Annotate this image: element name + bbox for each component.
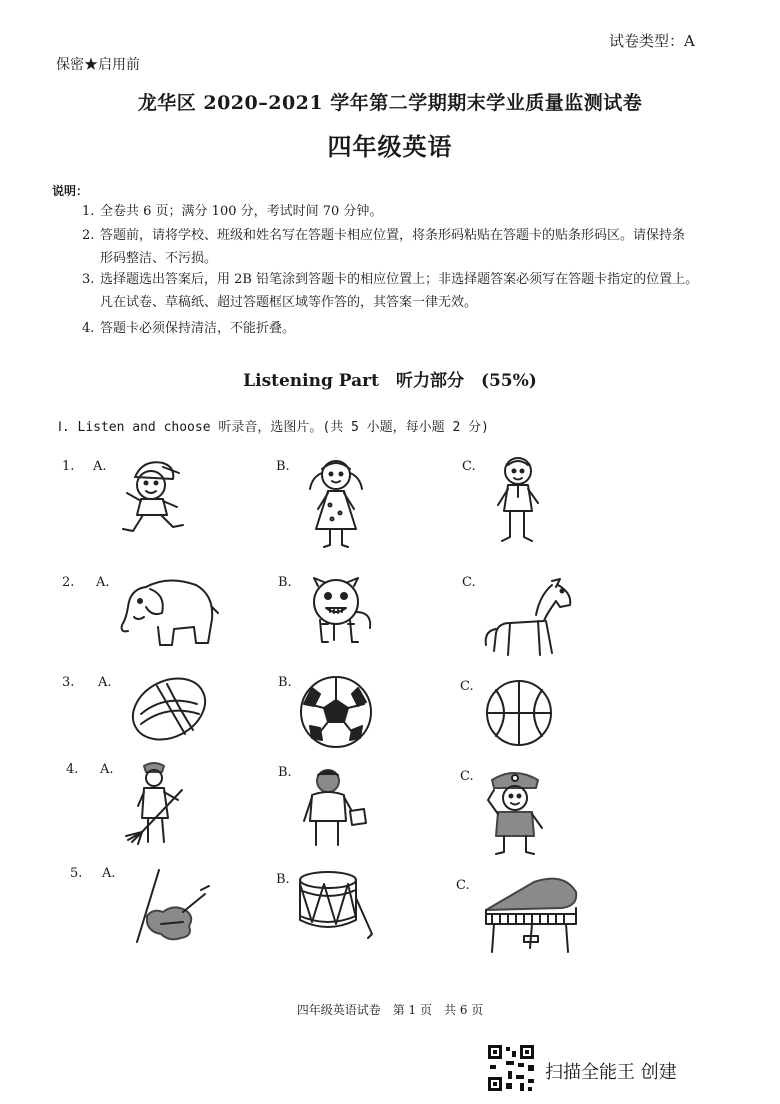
instruction-number: 4.: [82, 321, 95, 336]
option-label: B.: [276, 459, 290, 474]
option-label: C.: [462, 459, 476, 474]
option-label: A.: [100, 762, 114, 777]
instruction-text: 答题前，请将学校、班级和姓名写在答题卡相应位置，将条形码粘贴在答题卡的贴条形码区。请保持条: [100, 228, 686, 243]
option-label: A.: [102, 866, 116, 881]
item-number: 3.: [62, 675, 75, 690]
instruction-item: [82, 317, 722, 340]
instruction-number: 3.: [82, 272, 95, 287]
option-label: A.: [93, 459, 107, 474]
option-label: A.: [96, 575, 110, 590]
option-label: C.: [462, 575, 476, 590]
instruction-text: 答题卡必须保持清洁，不能折叠。: [100, 321, 296, 336]
paper-type-label: 试卷类型：A: [609, 32, 695, 50]
option-label: B.: [278, 765, 292, 780]
option-label: C.: [456, 878, 470, 893]
instruction-number: 1.: [82, 204, 95, 219]
question-instruction: Ⅰ. Listen and choose 听录音，选图片。(共 5 小题，每小题 2 分): [58, 420, 489, 435]
option-label: C.: [460, 679, 474, 694]
basketball-icon: [484, 678, 554, 748]
option-label: C.: [460, 769, 474, 784]
option-label: B.: [278, 575, 292, 590]
item-number: 2.: [62, 575, 75, 590]
option-label: B.: [276, 872, 290, 887]
horse-icon: [480, 575, 576, 659]
confidential-label: 保密★启用前: [56, 57, 140, 73]
qr-code-icon: [486, 1043, 536, 1093]
tiger-icon: [300, 572, 376, 656]
page-footer: 四年级英语试卷 第 1 页 共 6 页: [296, 1003, 484, 1017]
instruction-item: [82, 268, 722, 314]
instruction-number: 2.: [82, 228, 95, 243]
police-officer-icon: [480, 766, 550, 856]
item-number: 4.: [66, 762, 79, 777]
instruction-text: 凡在试卷、草稿纸、超过答题框区域等作答的，其答案一律无效。: [100, 295, 478, 310]
instruction-text: 选择题选出答案后，用 2B 铅笔涂到答题卡的相应位置上；非选择题答案必须写在答题卡指定的位置上。: [100, 272, 699, 287]
violin-icon: [133, 866, 209, 946]
soccer-ball-icon: [298, 674, 374, 750]
instructions-label: 说明：: [52, 184, 89, 198]
instruction-item: [82, 224, 722, 270]
instruction-text: 形码整洁、不污损。: [100, 251, 218, 266]
street-sweeper-icon: [122, 760, 190, 846]
instruction-item: [82, 200, 722, 223]
piano-icon: [478, 876, 582, 958]
man-with-clipboard-icon: [298, 765, 370, 849]
instruction-text: 全卷共 6 页；满分 100 分，考试时间 70 分钟。: [100, 204, 383, 219]
exam-title: 龙华区 2020–2021 学年第二学期期末学业质量监测试卷: [137, 92, 643, 114]
item-number: 5.: [70, 866, 83, 881]
scanner-watermark: 扫描全能王 创建: [545, 1062, 677, 1083]
item-number: 1.: [62, 459, 75, 474]
rugby-ball-icon: [127, 674, 211, 744]
boy-running-cap-icon: [113, 455, 193, 541]
elephant-icon: [116, 573, 220, 653]
drum-icon: [294, 868, 376, 944]
old-man-icon: [490, 453, 550, 547]
exam-subtitle: 四年级英语: [327, 132, 453, 161]
section-title: Listening Part 听力部分 (55%): [243, 371, 537, 391]
option-label: A.: [98, 675, 112, 690]
option-label: B.: [278, 675, 292, 690]
girl-pigtails-dress-icon: [302, 455, 370, 553]
